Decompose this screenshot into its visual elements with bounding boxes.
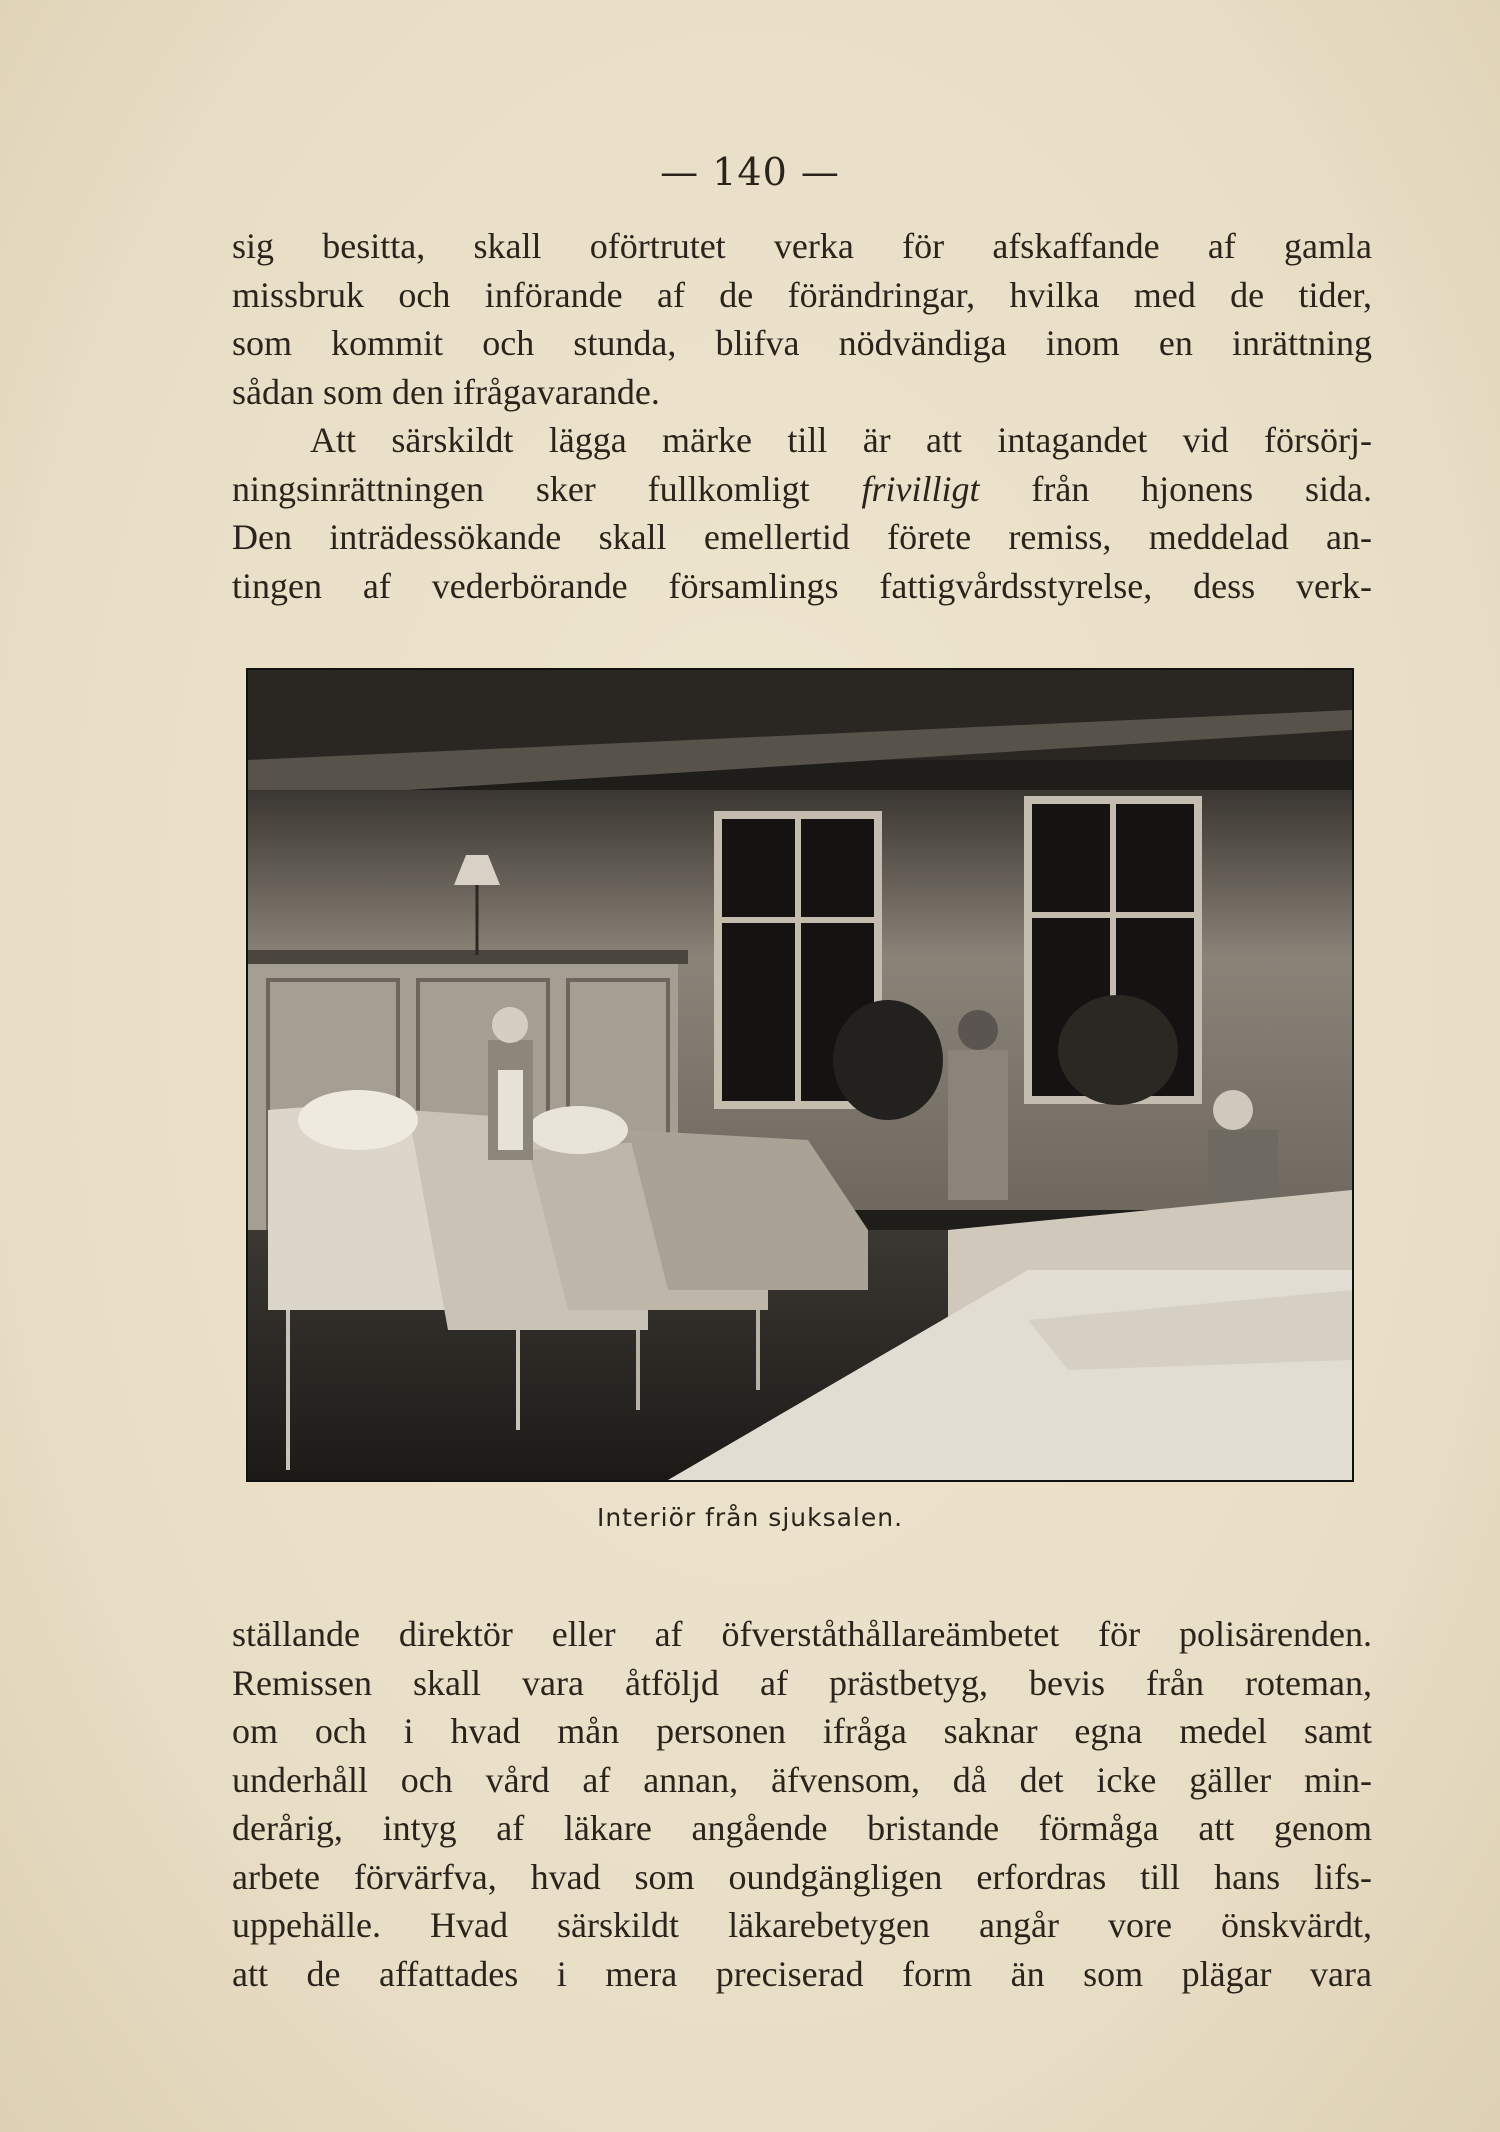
sickroom-photograph: [246, 668, 1354, 1482]
text-line: derårig, intyg af läkare angående bristande förmåga att genom: [232, 1808, 1372, 1848]
text-line: som kommit och stunda, blifva nödvändiga inom en inrättning: [232, 323, 1372, 363]
text-line: Den inträdessökande skall emellertid förete remiss, meddelad an-: [232, 517, 1372, 557]
emphasized-word: frivilligt: [861, 468, 980, 509]
text-line: om och i hvad mån personen ifråga saknar egna medel samt: [232, 1711, 1372, 1751]
text-line: att de affattades i mera preciserad form än som plägar vara: [232, 1953, 1372, 1994]
text-line: ställande direktör eller af öfverståthållareämbetet för polisärenden.: [232, 1614, 1372, 1654]
text-line: Remissen skall vara åtföljd af prästbetyg, bevis från roteman,: [232, 1662, 1372, 1703]
text-line: missbruk och införande af de förändringar, hvilka med de tider,: [232, 274, 1372, 315]
text-line: sådan som den ifrågavarande.: [232, 371, 660, 412]
text-line: sig besitta, skall oförtrutet verka för afskaffande af gamla: [232, 226, 1372, 266]
text-line: uppehälle. Hvad särskildt läkarebetygen angår vore önskvärdt,: [232, 1905, 1372, 1945]
paragraph-bottom: [232, 1610, 1372, 1998]
text-line-with-emphasis: [232, 465, 1372, 514]
text-line: tingen af vederbörande församlings fattigvårdsstyrelse, dess verk-: [232, 565, 1372, 606]
photo-caption: Interiör från sjuksalen.: [596, 1503, 904, 1532]
paragraph-top: [232, 222, 1372, 610]
text-line: arbete förvärfva, hvad som oundgängligen erfordras till hans lifs-: [232, 1856, 1372, 1897]
text-segment: från hjonens sida.: [1031, 468, 1373, 509]
page-number: — 140 —: [660, 150, 840, 194]
text-line: underhåll och vård af annan, äfvensom, då det icke gäller min-: [232, 1759, 1372, 1800]
text-segment: ningsinrättningen sker fullkomligt: [232, 468, 810, 509]
photograph-illustration: [248, 670, 1352, 1480]
text-line: Att särskildt lägga märke till är att intagandet vid försörj-: [310, 420, 1372, 460]
